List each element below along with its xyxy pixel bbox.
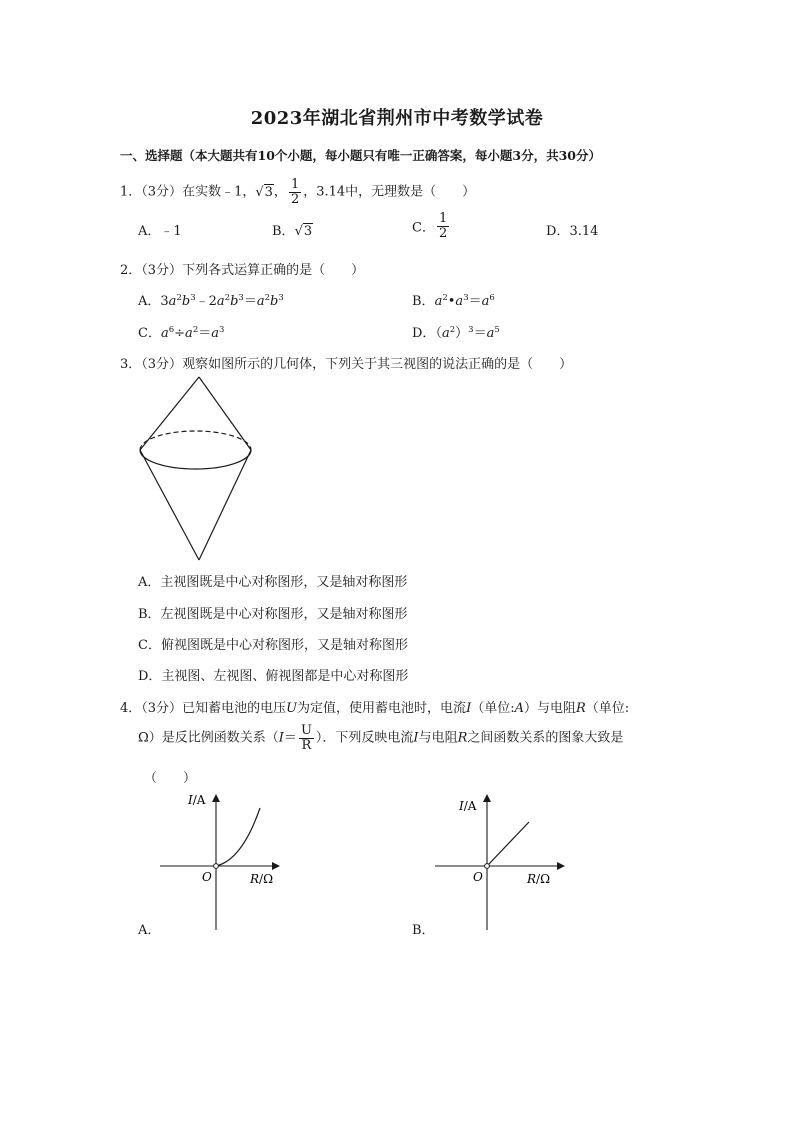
origin-point bbox=[214, 864, 219, 869]
question-text-prefix: 在实数﹣1， bbox=[182, 184, 256, 200]
question-4-line-2: Ω）是反比例函数关系（I＝ $\frac{U}{R}$ ）．下列反映电流I与电阻R之间函数关系的图象大致是 bbox=[138, 723, 624, 753]
question-4-line-1: 4．（3分）已知蓄电池的电压U为定值，使用蓄电池时，电流I（单位:A）与电阻R（单位: bbox=[120, 701, 630, 716]
q3-option-b: B．左视图既是中心对称图形，又是轴对称图形 bbox=[138, 607, 408, 622]
q4-option-a-label: A． bbox=[138, 923, 161, 938]
question-2: 2．（3分）下列各式运算正确的是（ ） bbox=[120, 263, 365, 278]
q1-option-d: D．3.14 bbox=[546, 224, 599, 239]
origin-point bbox=[485, 864, 490, 869]
double-cone-figure bbox=[130, 372, 260, 567]
question-text-suffix: ，3.14中，无理数是（ ） bbox=[303, 184, 476, 200]
origin-label: O bbox=[202, 870, 212, 884]
question-4-line-3: （ ） bbox=[144, 771, 197, 786]
cone-upper-left-edge bbox=[140, 377, 199, 450]
q4-option-b-label: B． bbox=[412, 923, 435, 938]
q2-option-c: C．$a^6\div a^2=a^3$ bbox=[138, 325, 225, 341]
x-axis-label: R/Ω bbox=[250, 872, 274, 886]
line-b bbox=[487, 822, 529, 866]
sqrt-expression: √3 bbox=[255, 184, 273, 200]
q3-option-a: A．主视图既是中心对称图形，又是轴对称图形 bbox=[138, 575, 408, 590]
q1-option-b: B．√3 bbox=[272, 224, 313, 239]
ellipse-back-arc-dashed bbox=[140, 431, 251, 450]
page-title: 2023年湖北省荆州市中考数学试卷 bbox=[250, 108, 544, 129]
q3-option-d: D．主视图、左视图、俯视图都是中心对称图形 bbox=[138, 669, 409, 684]
q3-option-c: C．俯视图既是中心对称图形，又是轴对称图形 bbox=[138, 638, 408, 653]
section-heading: 一、选择题（本大题共有10个小题，每小题只有唯一正确答案，每小题3分，共30分） bbox=[120, 148, 601, 163]
y-axis-label: I/A bbox=[459, 799, 477, 813]
x-axis-label: R/Ω bbox=[527, 872, 551, 886]
q2-option-b: B．$a^2•a^3=a^6$ bbox=[412, 293, 495, 309]
cone-upper-right-edge bbox=[199, 377, 251, 450]
ellipse-front-arc bbox=[140, 450, 251, 469]
graph-a bbox=[150, 788, 290, 933]
graph-b bbox=[425, 790, 565, 935]
fraction-half: $\frac{1}{2}$ bbox=[290, 177, 300, 207]
question-3: 3．（3分）观察如图所示的几何体，下列关于其三视图的说法正确的是（ ） bbox=[120, 357, 573, 372]
q1-option-a: A．﹣1 bbox=[138, 224, 182, 239]
y-axis-label: I/A bbox=[188, 793, 206, 807]
question-number: 1． bbox=[120, 184, 142, 200]
q2-option-d: D．$(a^2)^3=a^5$ bbox=[412, 325, 500, 341]
question-score: （3分） bbox=[141, 184, 183, 200]
origin-label: O bbox=[473, 870, 483, 884]
q2-option-a: A．$3a^2b^3﹣2a^2b^3=a^2b^3$ bbox=[138, 293, 284, 309]
question-1: 1．（3分）在实数﹣1，√3， $\frac{1}{2}$ ，3.14中，无理数是（ ） bbox=[120, 177, 476, 207]
curve-a bbox=[216, 808, 260, 866]
q1-option-c: C． $\frac{1}{2}$ bbox=[412, 211, 448, 241]
